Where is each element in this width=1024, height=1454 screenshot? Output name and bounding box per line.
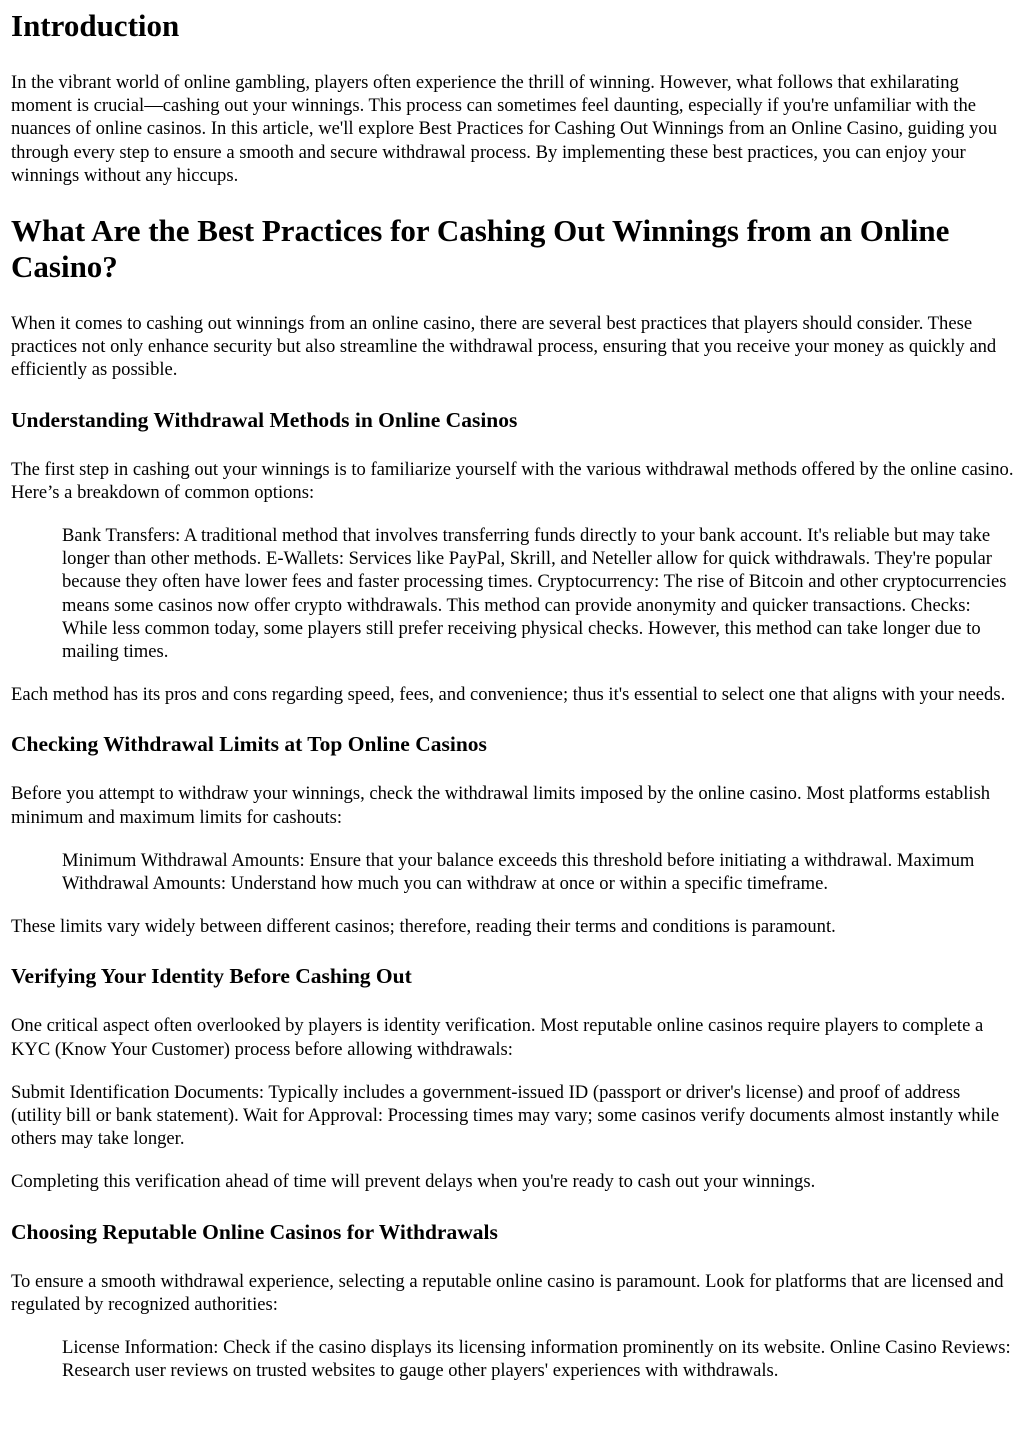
identity-outro: Completing this verification ahead of time will prevent delays when you're ready to cash out your winnings. — [11, 1171, 816, 1193]
withdrawal-limits-intro: Before you attempt to withdraw your winnings, check the withdrawal limits imposed by the online casino. Most platforms establish minimum and maximum limits for cashouts: — [11, 783, 991, 828]
withdrawal-limits-list: Minimum Withdrawal Amounts: Ensure that your balance exceeds this threshold before initiating a withdrawal. Maximum Withdrawal Amounts: Understand how much you can withdraw at once or within a specific timeframe. — [62, 849, 975, 895]
identity-intro: One critical aspect often overlooked by players is identity verification. Most reputable online casinos require players to complete a KYC (Know Your Customer) process before allowing withdrawals: — [11, 1015, 984, 1060]
identity-heading: Verifying Your Identity Before Cashing Out — [11, 964, 412, 989]
best-practices-heading: What Are the Best Practices for Cashing Out Winnings from an Online Casino? — [11, 213, 950, 285]
withdrawal-methods-intro: The first step in cashing out your winnings is to familiarize yourself with the various withdrawal methods offered by the online casino. Here’s a breakdown of common options: — [11, 458, 1014, 503]
reputable-intro: To ensure a smooth withdrawal experience, selecting a reputable online casino is paramount. Look for platforms that are licensed and regulated by recognized authorities: — [11, 1270, 1004, 1315]
withdrawal-methods-outro: Each method has its pros and cons regarding speed, fees, and convenience; thus it's essential to select one that aligns with your needs. — [11, 684, 1006, 706]
reputable-list: License Information: Check if the casino displays its licensing information prominently on its website. Online Casino Reviews: Research user reviews on trusted websites to gauge other players' experiences with withdrawals. — [62, 1337, 1011, 1382]
reputable-heading: Choosing Reputable Online Casinos for Withdrawals — [11, 1219, 498, 1244]
withdrawal-limits-heading: Checking Withdrawal Limits at Top Online Casinos — [11, 732, 487, 757]
withdrawal-methods-heading: Understanding Withdrawal Methods in Online Casinos — [11, 407, 518, 432]
withdrawal-limits-outro: These limits vary widely between different casinos; therefore, reading their terms and conditions is paramount. — [11, 916, 836, 938]
intro-heading: Introduction — [11, 8, 180, 43]
withdrawal-methods-list: Bank Transfers: A traditional method that involves transferring funds directly to your bank account. It's reliable but may take longer than other methods. E-Wallets: Services like PayPal, Skrill, and Neteller allow for quick withdrawals. They're popular because they often have lower fees and faster processing times. Cryptocurrency: The rise of Bitcoin and other cryptocurrencies means some casinos now offer crypto withdrawals. This method can provide anonymity and quicker transactions. Checks: While less common today, some players still prefer receiving physical checks. However, this method can take longer due to mailing times. — [62, 525, 1007, 663]
article — [0, 8, 1024, 1383]
identity-body: Submit Identification Documents: Typically includes a government-issued ID (passport or driver's license) and proof of address (utility bill or bank statement). Wait for Approval: Processing times may vary; some casinos verify documents almost instantly while others may take longer. — [11, 1081, 1000, 1150]
best-practices-paragraph: When it comes to cashing out winnings from an online casino, there are several best practices that players should consider. These practices not only enhance security but also streamline the withdrawal process, ensuring that you receive your money as quickly and efficiently as possible. — [11, 313, 997, 381]
intro-paragraph: In the vibrant world of online gambling, players often experience the thrill of winning. However, what follows that exhilarating moment is crucial—cashing out your winnings. This process can sometimes feel daunting, especially if you're unfamiliar with the nuances of online casinos. In this article, we'll explore Best Practices for Cashing Out Winnings from an Online Casino, guiding you through every step to ensure a smooth and secure withdrawal process. By implementing these best practices, you can enjoy your winnings without any hiccups. — [11, 72, 997, 186]
